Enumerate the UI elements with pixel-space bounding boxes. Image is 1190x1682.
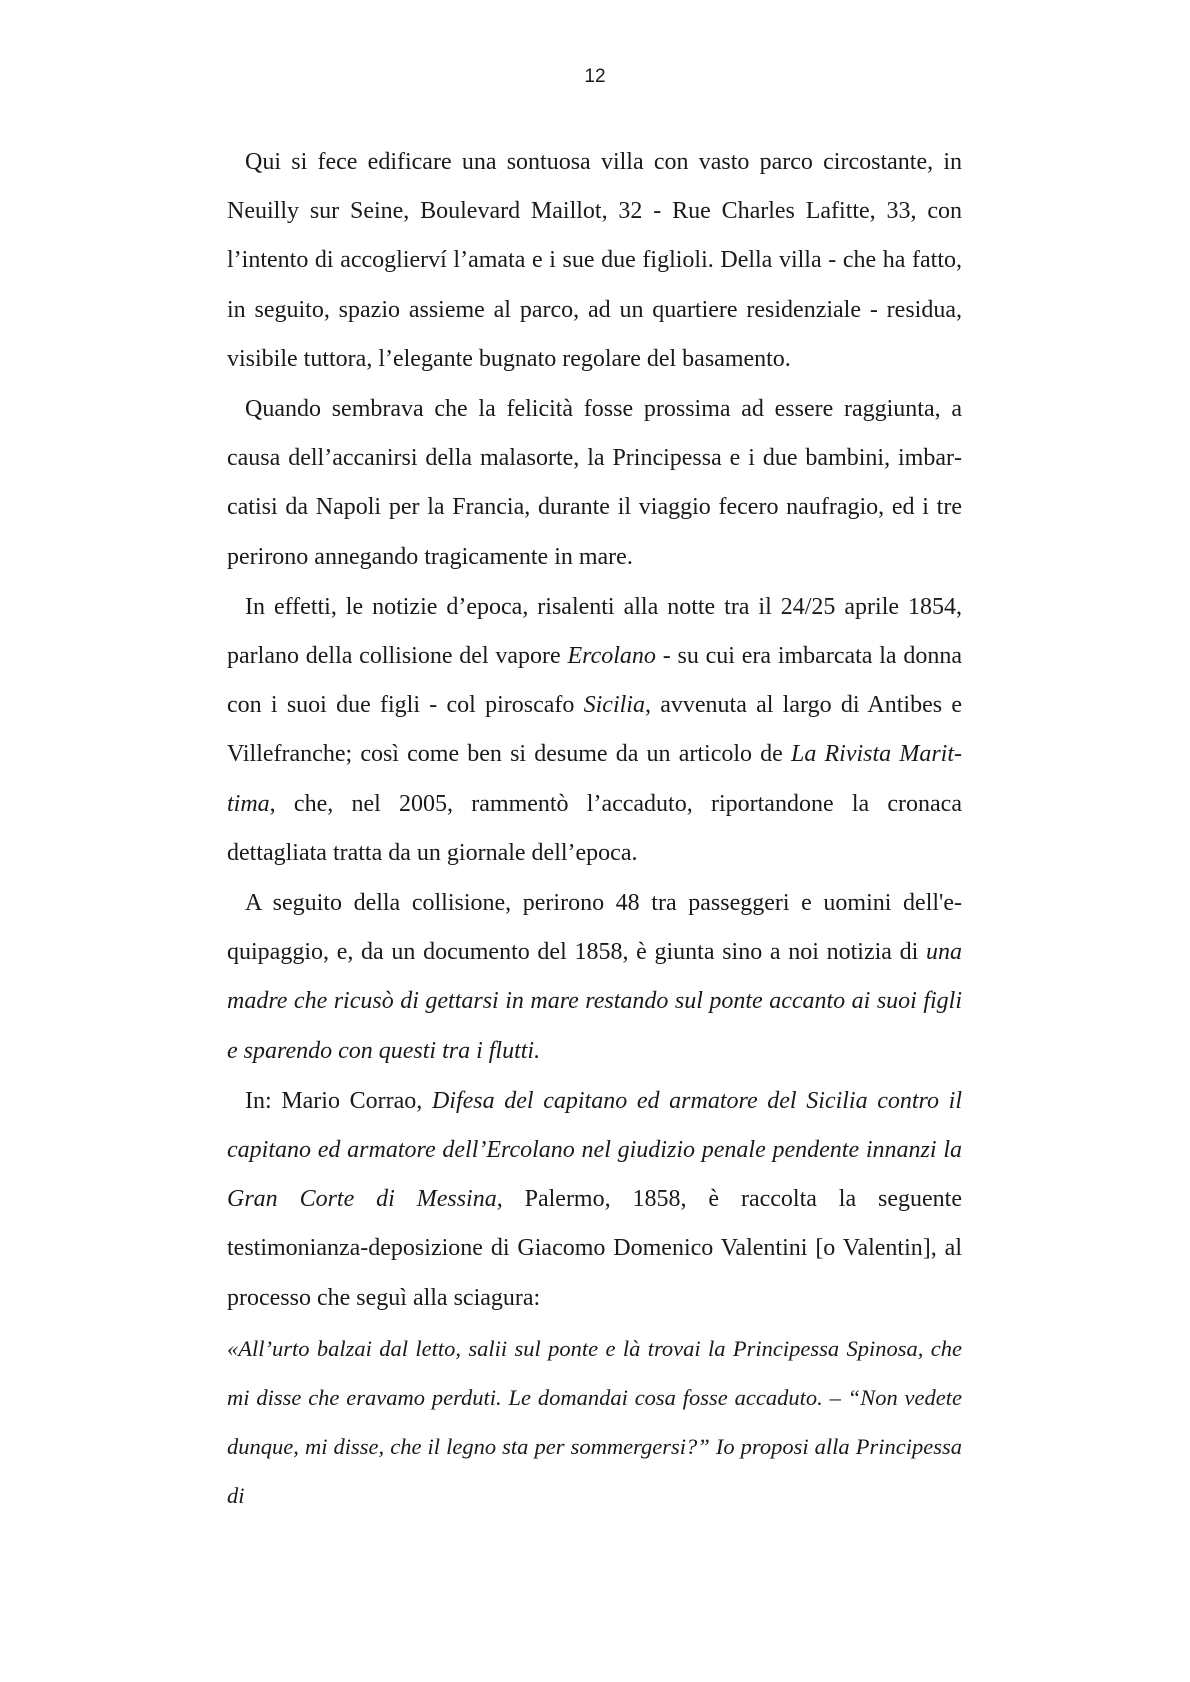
paragraph-3-text-e: , avvenuta al largo di Antibes e Villefranche; così come ben si desume da un articolo de xyxy=(227,692,962,768)
paragraph-5-text-a: In: Mario Corrao, xyxy=(245,1087,432,1114)
paragraph-5-text-c: Palermo, 1858, è raccolta la seguente testimonianza-deposizione di Giacomo Domenico Valentini [o Valentin], al processo che seguì alla sciagura: xyxy=(227,1186,963,1311)
paragraph-5 xyxy=(227,1077,962,1323)
page-number: 12 xyxy=(584,66,606,87)
paragraph-3 xyxy=(227,583,962,878)
paragraph-2: Quando sembrava che la felicità fosse prossima ad essere raggiunta, a causa dell’accanirsi della malasorte, la Principessa e i due bambini, imbarcatisi da Napoli per la Francia, durante il viaggio fecero naufragio, ed i tre perirono annegando tragicamente in mare. xyxy=(227,396,962,570)
paragraph-4 xyxy=(227,879,962,1076)
paragraph-3-text-c: - su cui era imbarcata la donna con i suoi due figli - col piroscafo xyxy=(227,643,962,719)
ship-name-sicilia: Sicilia xyxy=(583,692,645,719)
journal-title: La Rivista Marittima xyxy=(227,741,962,817)
paragraph-3-text-a: In effetti, le notizie d’epoca, risalenti alla notte tra il 24/25 aprile 1854, parlano della collisione del vapore xyxy=(227,593,962,670)
paragraph-4-text-a: A seguito della collisione, perirono 48 tra passeggeri e uomini dell'equipaggio, e, da un documento del 1858, è giunta sino a noi notizia di xyxy=(227,890,962,966)
paragraph-3-text-g: , che, nel 2005, rammentò l’accaduto, riportandone la cronaca dettagliata tratta da un giornale dell’epoca. xyxy=(227,790,962,866)
paragraph-1: Qui si fece edificare una sontuosa villa con vasto parco circostante, in Neuilly sur Seine, Boulevard Maillot, 32 - Rue Charles Lafitte, 33, con l’intento di accoglierví l’amata e i sue due figlioli. Della villa - che ha fatto, in seguito, spazio assieme al parco, ad un quartiere residenziale - residua, visibile tuttora, l’elegante bugnato regolare del basamento. xyxy=(227,149,962,372)
ship-name-ercolano: Ercolano xyxy=(567,643,656,670)
body-text xyxy=(227,138,962,1522)
book-title: Difesa del capitano ed armatore del Sicilia contro il capitano ed armatore dell’Ercolano nel giudizio penale pendente innanzi la Gran Corte di Messina, xyxy=(227,1087,962,1213)
paragraph-4-quote: una madre che ricusò di gettarsi in mare restando sul ponte accanto ai suoi figli e sparendo con questi tra i flutti. xyxy=(227,939,962,1064)
testimony-quote: «All’urto balzai dal letto, salii sul ponte e là trovai la Principessa Spinosa, che mi disse che eravamo perduti. Le domandai cosa fosse accaduto. – “Non vedete dunque, mi disse, che il legno sta per sommergersi?” Io proposi alla Principessa di xyxy=(227,1335,962,1509)
